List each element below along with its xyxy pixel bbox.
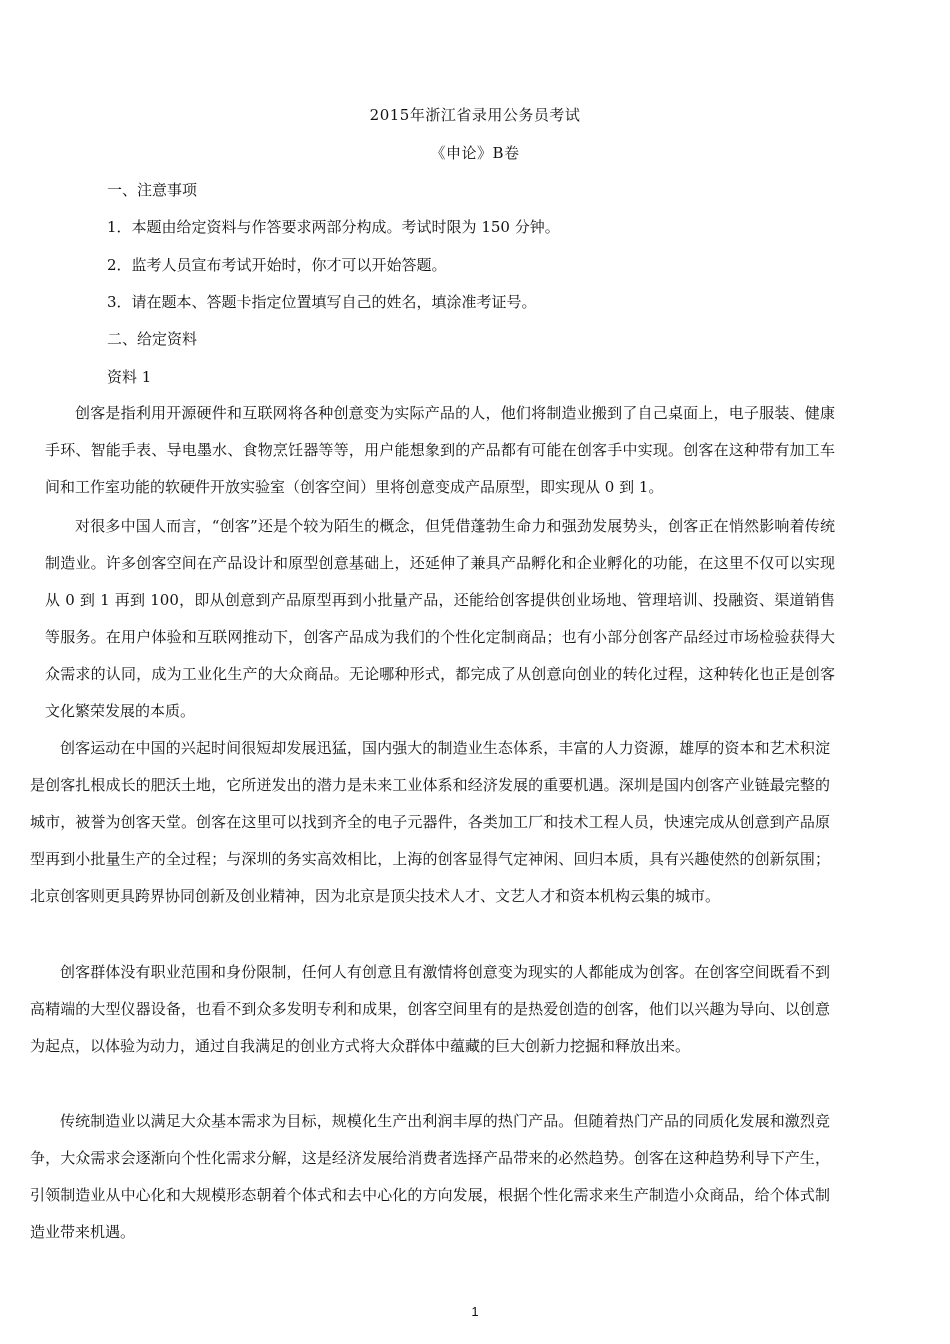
paragraph: 创客群体没有职业范围和身份限制，任何人有创意且有激情将创意变为现实的人都能成为创客。在创客空间既看不到高精端的大型仪器设备，也看不到众多发明专利和成果，创客空间里有的是热爱创造的创客，他们以兴趣为导向、以创意为起点，以体验为动力，通过自我满足的创业方式将大众群体中蕴藏的巨大创新力挖掘和释放出来。 (30, 963, 830, 1055)
material-label: 资料 1 (107, 368, 152, 386)
paragraph: 创客是指利用开源硬件和互联网将各种创意变为实际产品的人，他们将制造业搬到了自己桌面上，电子服装、健康手环、智能手表、导电墨水、食物烹饪器等等，用户能想象到的产品都有可能在创客手中实现。创客在这种带有加工车间和工作室功能的软硬件开放实验室（创客空间）里将创意变成产品原型，即实现从 0 到 1。 (45, 404, 835, 496)
paragraph: 传统制造业以满足大众基本需求为目标，规模化生产出利润丰厚的热门产品。但随着热门产品的同质化发展和激烈竞争，大众需求会逐渐向个性化需求分解，这是经济发展给消费者选择产品带来的必然趋势。创客在这种趋势利导下产生，引领制造业从中心化和大规模形态朝着个体式和去中心化的方向发展，根据个性化需求来生产制造小众商品，给个体式制造业带来机遇。 (30, 1112, 830, 1241)
note-item: 1．本题由给定资料与作答要求两部分构成。考试时限为 150 分钟。 (107, 218, 560, 236)
page-number: 1 (471, 1304, 479, 1319)
paragraph: 创客运动在中国的兴起时间很短却发展迅猛，国内强大的制造业生态体系，丰富的人力资源，雄厚的资本和艺术积淀是创客扎根成长的肥沃土地，它所迸发出的潜力是未来工业体系和经济发展的重要机遇。深圳是国内创客产业链最完整的城市，被誉为创客天堂。创客在这里可以找到齐全的电子元器件，各类加工厂和技术工程人员，快速完成从创意到产品原型再到小批量生产的全过程；与深圳的务实高效相比，上海的创客显得气定神闲、回归本质，具有兴趣使然的创新氛围；北京创客则更具跨界协同创新及创业精神，因为北京是顶尖技术人才、文艺人才和资本机构云集的城市。 (30, 739, 830, 905)
document-subtitle: 《申论》B卷 (430, 144, 520, 162)
section-heading-materials: 二、给定资料 (107, 330, 198, 348)
section-heading-notes: 一、注意事项 (107, 181, 198, 199)
document-title: 2015年浙江省录用公务员考试 (369, 106, 581, 124)
paragraph: 对很多中国人而言，“创客”还是个较为陌生的概念，但凭借蓬勃生命力和强劲发展势头，创客正在悄然影响着传统制造业。许多创客空间在产品设计和原型创意基础上，还延伸了兼具产品孵化和企业孵化的功能，在这里不仅可以实现从 0 到 1 再到 100，即从创意到产品原型再到小批量产品，还能给创客提供创业场地、管理培训、投融资、渠道销售等服务。在用户体验和互联网推动下，创客产品成为我们的个性化定制商品；也有小部分创客产品经过市场检验获得大众需求的认同，成为工业化生产的大众商品。无论哪种形式，都完成了从创意向创业的转化过程，这种转化也正是创客文化繁荣发展的本质。 (45, 517, 835, 720)
note-item: 2．监考人员宣布考试开始时，你才可以开始答题。 (107, 256, 447, 274)
note-item: 3．请在题本、答题卡指定位置填写自己的姓名，填涂准考证号。 (107, 293, 537, 311)
